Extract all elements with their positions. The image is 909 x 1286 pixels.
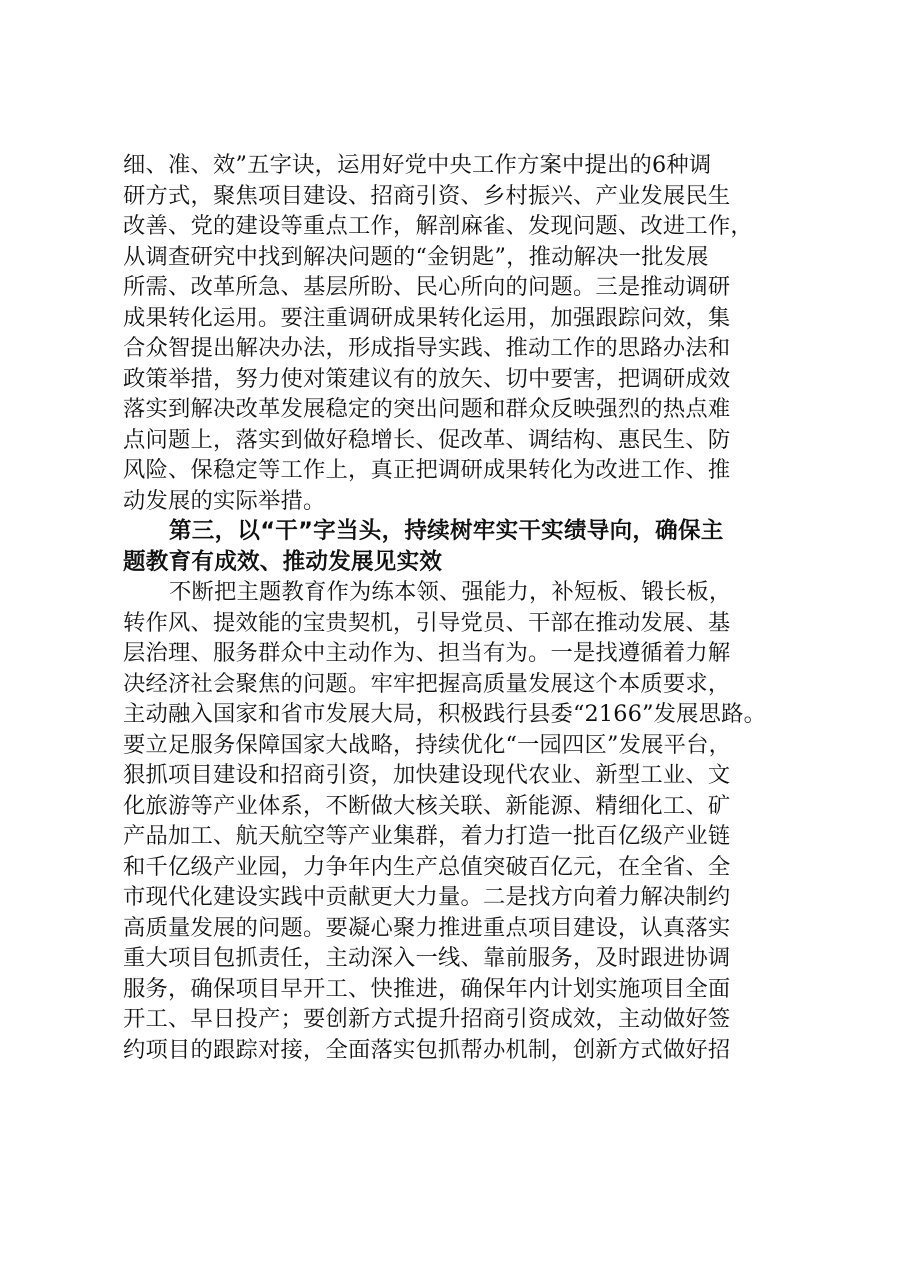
section-heading-line: 题教育有成效、推动发展见实效 — [123, 548, 443, 575]
paragraph-line: 市现代化建设实践中贡献更大力量。二是找方向着力解决制约 — [123, 884, 731, 910]
paragraph-line: 动发展的实际举措。 — [123, 487, 326, 514]
paragraph-line: 改善、党的建设等重点工作，解剖麻雀、发现问题、改进工作， — [123, 213, 753, 239]
paragraph-line: 转作风、提效能的宝贵契机，引导党员、干部在推动发展、基 — [123, 609, 731, 636]
document-body — [123, 150, 795, 1065]
paragraph-line: 研方式，聚焦项目建设、招商引资、乡村振兴、产业发展民生 — [123, 182, 731, 209]
paragraph-line: 细、准、效”五字诀，运用好党中央工作方案中提出的6种调 — [123, 152, 712, 178]
paragraph-line: 高质量发展的问题。要凝心聚力推进重点项目建设，认真落实 — [123, 914, 731, 941]
paragraph-line: 层治理、服务群众中主动作为、担当有为。一是找遵循着力解 — [123, 640, 731, 666]
paragraph-line: 不断把主题教育作为练本领、强能力，补短板、锻长板， — [169, 579, 732, 605]
paragraph-line: 和千亿级产业园，力争年内生产总值突破百亿元，在全省、全 — [123, 853, 731, 880]
paragraph-line: 成果转化运用。要注重调研成果转化运用，加强跟踪问效，集 — [123, 304, 731, 331]
paragraph-line: 要立足服务保障国家大战略，持续优化“一园四区”发展平台， — [123, 731, 732, 758]
paragraph-line: 服务，确保项目早开工、快推进，确保年内计划实施项目全面 — [123, 975, 731, 1002]
paragraph-line: 决经济社会聚焦的问题。牢牢把握高质量发展这个本质要求， — [123, 670, 731, 697]
section-heading-line: 第三，以“干”字当头，持续树牢实干实绩导向，确保主 — [169, 518, 724, 544]
paragraph-line: 狠抓项目建设和招商引资，加快建设现代农业、新型工业、文 — [123, 762, 731, 788]
paragraph-line: 风险、保稳定等工作上，真正把调研成果转化为改进工作、推 — [123, 457, 731, 483]
paragraph-line: 点问题上，落实到做好稳增长、促改革、调结构、惠民生、防 — [123, 426, 731, 453]
paragraph-line: 约项目的跟踪对接，全面落实包抓帮办机制，创新方式做好招 — [123, 1036, 731, 1063]
paragraph-line: 重大项目包抓责任，主动深入一线、靠前服务，及时跟进协调 — [123, 945, 731, 971]
paragraph-line: 所需、改革所急、基层所盼、民心所向的问题。三是推动调研 — [123, 274, 731, 300]
paragraph-line: 落实到解决改革发展稳定的突出问题和群众反映强烈的热点难 — [123, 396, 731, 422]
paragraph-line: 合众智提出解决办法，形成指导实践、推动工作的思路办法和 — [123, 335, 731, 361]
paragraph-line: 主动融入国家和省市发展大局，积极践行县委“2166”发展思路。 — [123, 701, 767, 727]
paragraph-line: 开工、早日投产；要创新方式提升招商引资成效，主动做好签 — [123, 1006, 731, 1032]
paragraph-line: 政策举措，努力使对策建议有的放矢、切中要害，把调研成效 — [123, 365, 731, 392]
paragraph-line: 从调查研究中找到解决问题的“金钥匙”，推动解决一批发展 — [123, 243, 709, 270]
paragraph-line: 产品加工、航天航空等产业集群，着力打造一批百亿级产业链 — [123, 823, 731, 849]
paragraph-line: 化旅游等产业体系，不断做大核关联、新能源、精细化工、矿 — [123, 792, 731, 819]
